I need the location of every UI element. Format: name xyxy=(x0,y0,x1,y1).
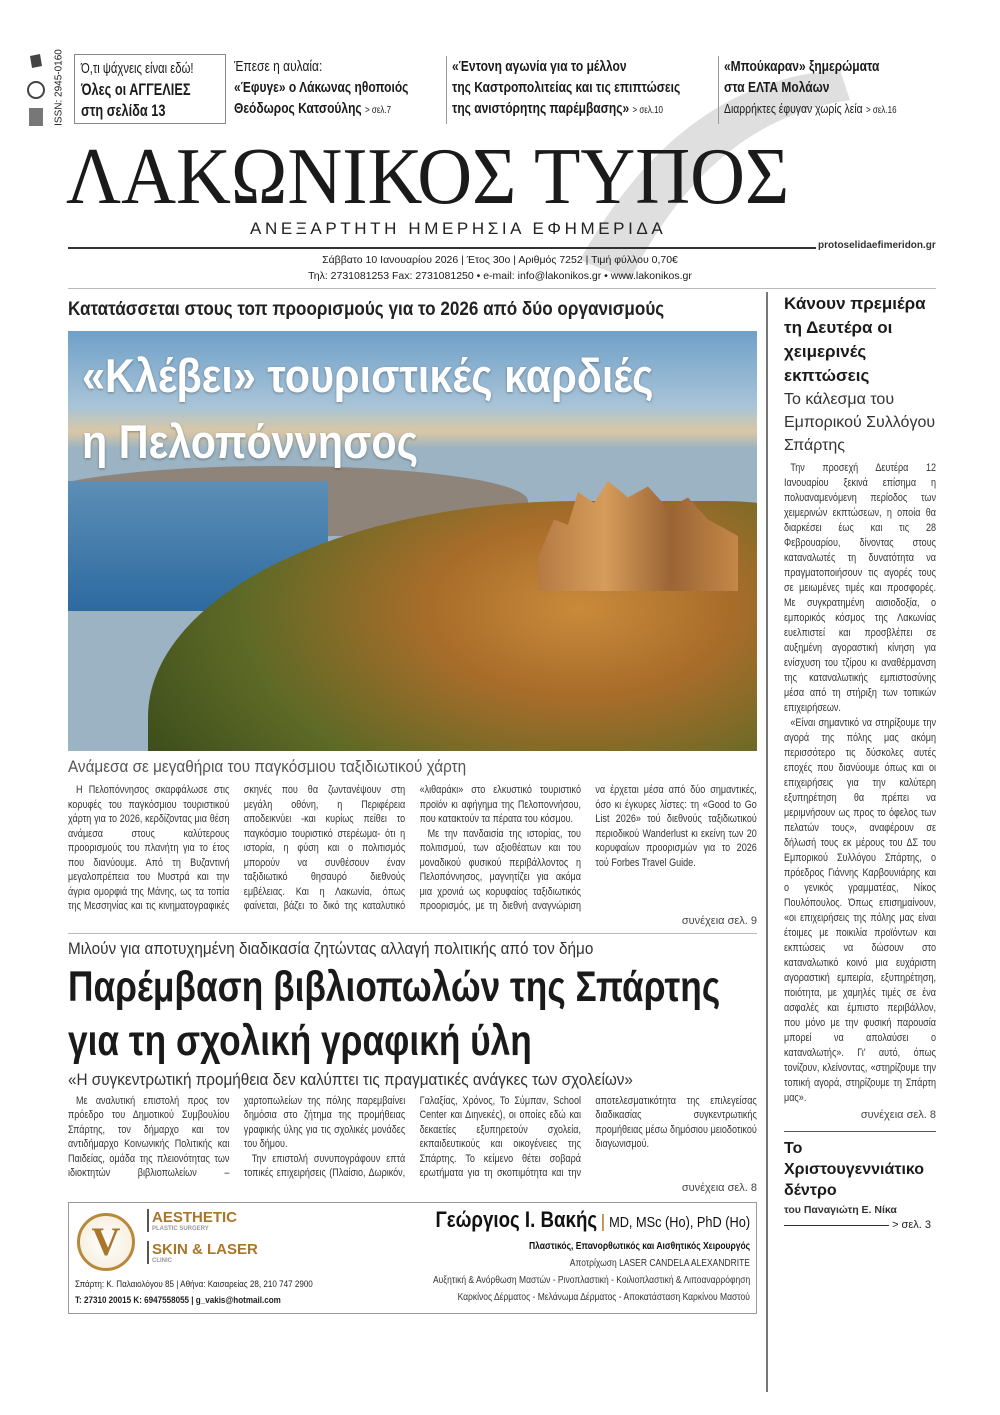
classifieds-box[interactable] xyxy=(74,54,226,124)
continued-link[interactable]: συνέχεια σελ. 8 xyxy=(681,1181,757,1194)
lead-kicker: Κατατάσσεται στους τοπ προορισμούς για το 2026 από δύο οργανισμούς xyxy=(68,299,665,320)
classifieds-line: Ό,τι ψάχνεις είναι εδώ! xyxy=(81,60,194,77)
teaser-title: στα ΕΛΤΑ Μολάων xyxy=(724,79,830,96)
issue-info xyxy=(260,252,740,284)
divider xyxy=(718,56,719,124)
clinic-address: Σπάρτη: Κ. Παλαιολόγου 85 | Αθήνα: Καισαρείας 28, 210 747 2900 xyxy=(75,1278,313,1290)
teaser-title: «Μπούκαραν» ξημερώματα xyxy=(724,58,880,75)
lead-body xyxy=(68,783,757,914)
source-site: protoselidaefimeridon.gr xyxy=(818,240,936,251)
continued-link[interactable]: συνέχεια σελ. 9 xyxy=(681,914,757,927)
classifieds-page: στη σελίδα 13 xyxy=(81,101,166,120)
masthead-motto: ΑΝΕΞΑΡΤΗΤΗ ΗΜΕΡΗΣΙΑ ΕΦΗΜΕΡΙΔΑ xyxy=(250,219,667,238)
page-ref: > σελ.10 xyxy=(632,105,663,116)
divider xyxy=(784,1131,936,1132)
clinic-phones: Τ: 27310 20015 Κ: 6947558055 | g_vakis@hotmail.com xyxy=(75,1294,281,1306)
service-line: Καρκίνος Δέρματος - Μελάνωμα Δέρματος - Αποκατάσταση Καρκίνου Μαστού xyxy=(457,1291,750,1303)
divider xyxy=(446,56,447,124)
brand-sub: CLINIC xyxy=(152,1257,172,1264)
paragraph: «Είναι σημαντικό να στηρίξουμε την αγορά της πόλης μας ακόμη περισσότερο τις δύσκολες αυτές εποχές που διανύουμε όπως και οι επιχειρήσεις για την καλύτερη εξυπηρέτηση θα πρέπει να μεριμνήσουν ως προς το όφελος των πελατών τους», αναφέρουν σε δήλωσή τους εκ μέρους του ΔΣ του Εμπορικού Συλλόγου Σπάρτης, ο πρόεδρος Γιάννης Καρβουνιάρης και ο γενικός γραμματέας, Νίκος Πουλόπουλος. Όπως επισημαίνουν, «οι επιχειρήσεις της πόλης μας είναι έτοιμες με ποικιλία προϊόντων και εκπτώσεις να δώσουν στο καταναλωτικό κοινό μια ευχάριστη αγοραστική εμπειρία, εξυπηρέτηση, ποιότητα, με χαμηλές τιμές σε ένα ασφαλές και έμπιστο περιβάλλον, που μόνο με την φυσική παρουσία μπορεί να απολαύσει ο καταναλωτής». Γι' αυτό, όπως τονίζουν, κλείνοντας, «στηρίζουμε την τοπική αγορά, στηρίζουμε τη Σπάρτη μας». xyxy=(784,717,936,1104)
side-subhead: Το κάλεσμα του Εμπορικού Συλλόγου Σπάρτης xyxy=(784,391,936,454)
contact-line: Τηλ: 2731081253 Fax: 2731081250 • e-mail: info@lakonikos.gr • www.lakonikos.gr xyxy=(308,270,692,282)
classifieds-title: Όλες οι ΑΓΓΕΛΙΕΣ xyxy=(81,80,191,99)
brand-sub: PLASTIC SURGERY xyxy=(152,1225,209,1232)
headline-line: Παρέμβαση βιβλιοπωλών της Σπάρτης xyxy=(68,962,721,1011)
side-body xyxy=(784,461,936,1106)
paragraph: Η Πελοπόννησος σκαρφάλωσε στις κορυφές του παγκόσμιου τουριστικού χάρτη για το 2026, κερδίζοντας μια θέση ανάμεσα στους καλύτερους προορισμούς του πλανήτη για το έτος που διανύουμε. Από τη Βυζαντινή μεγαλοπρέπεια του Μυστρά και την άγρια ομορφιά της Μάνης, ως τα τοπία της Μεσσηνίας και τις κινηματογραφικές σκηνές που θα ζωντανέψουν στη μεγάλη οθόνη, η Περιφέρεια αποδεικνύει -και κυρίως πείθει το παγκόσμιο τουριστικό στερέωμα- ότι η ιστορία, η φύση και ο πολιτισμός μπορούν να συνθέσουν έναν ταξιδιωτικό θησαυρό διεθνούς εμβέλειας. Και η Λακωνία, όπως φαίνεται, βάζει το δικό της καταλυτικό «λιθαράκι» στο ελκυστικό τουριστικό προϊόν κι αφήγημα της Πελοποννήσου, που κατακτούν τα πέρατα του κόσμου. xyxy=(68,784,581,912)
doctor-name: Γεώργιος Ι. Βακής xyxy=(435,1206,598,1232)
second-body xyxy=(68,1094,757,1181)
continued-link[interactable]: συνέχεια σελ. 8 xyxy=(860,1109,936,1121)
elta-postage-icon xyxy=(26,52,46,130)
doctor-degrees: MD, MSc (Ho), PhD (Ho) xyxy=(602,1214,750,1231)
elta-logo xyxy=(26,52,46,130)
paragraph: Με αναλυτική επιστολή προς τον πρόεδρο του Δημοτικού Συμβουλίου Σπάρτης, τον δήμαρχο και τον αντιδήμαρχο Κοινωνικής Πολιτικής και Παιδείας, ομάδα της πλειονότητας των ιδιοκτητών βιβλιοπωλείων – χαρτοπωλείων της πόλης παρεμβαίνει δημόσια στο ζήτημα της προμήθειας γραφικής ύλης για τις σχολικές μονάδες του δήμου. xyxy=(68,1094,406,1179)
doctor-specialty: Πλαστικός, Επανορθωτικός και Αισθητικός Χειρουργός xyxy=(528,1240,750,1252)
column-rule xyxy=(766,292,768,1392)
side-article xyxy=(770,292,936,1233)
clinic-logo: V xyxy=(77,1213,135,1271)
paragraph: Την προσεχή Δευτέρα 12 Ιανουαρίου ξεκινά επίσημα η πολυαναμενόμενη περίοδος των χειμερινών εκπτώσεων, η οποία θα διαρκέσει έως και τις 28 Φεβρουαρίου, δίνοντας στους καταναλωτές τη δυνατότητα να πραγματοποιήσουν τις αγορές τους σε μειωμένες τιμές και προσφορές. Με συγκρατημένη αισιοδοξία, ο εμπορικός κόσμος της Λακωνίας ευελπιστεί και προσβλέπει σε αυξημένη αγοραστική κίνηση για ενίσχυση του τζίρου κι αναθέρμανση της καταναλωτικής εμπιστοσύνης μέσα από τη στήριξη των τοπικών επιχειρήσεων. xyxy=(784,462,936,714)
teaser-katsoulis[interactable] xyxy=(234,56,444,121)
divider xyxy=(68,288,936,289)
page-ref-line xyxy=(784,1218,936,1233)
lead-photo xyxy=(68,331,757,751)
doctor-name-line xyxy=(435,1207,750,1233)
main-column xyxy=(68,295,757,1314)
teaser-title: της Καστροπολιτείας και τις επιπτώσεις xyxy=(452,79,681,96)
teaser-title: της ανιστόρητης παρέμβασης» xyxy=(452,100,630,117)
masthead-title: ΛΑΚΩΝΙΚΟΣ ΤΥΠΟΣ xyxy=(66,133,790,221)
photo-caption: Ανάμεσα σε μεγαθήρια του παγκόσμιου ταξιδιωτικού χάρτη xyxy=(68,757,467,776)
lead-headline[interactable] xyxy=(82,343,731,475)
clinic-advertisement[interactable] xyxy=(68,1202,757,1314)
divider xyxy=(68,247,816,249)
issn: ISSN: 2945-0160 xyxy=(53,49,65,126)
teaser-sub: Διαρρήκτες έφυγαν χωρίς λεία xyxy=(724,101,863,116)
second-headline[interactable] xyxy=(68,960,757,1068)
page-ref: > σελ. 3 xyxy=(892,1219,931,1231)
side-headline[interactable]: Κάνουν πρεμιέρα τη Δευτέρα οι χειμερινές εκπτώσεις xyxy=(784,294,926,385)
teaser-title: «Έντονη αγωνία για το μέλλον xyxy=(452,58,627,75)
headline-line: η Πελοπόννησος xyxy=(82,415,419,468)
paragraph: Με την πανδαισία της ιστορίας, του πολιτισμού, των αξιοθέατων και του μοναδικού φυσικού περιβάλλοντος η Πελοπόννησος, μαγνητίζει για ακόμα μια χρονιά ως κορυφαίος ταξιδιωτικός προορισμός, με τη διεθνή αναγνώριση να έρχεται μέσα από δύο σημαντικές, όσο κι έγκυρες λίστες: τη «Good to Go List 2026» τού διεθνούς ταξιδιωτικού περιοδικού Wanderlust κι εκείνη των 20 κορυφαίων προορισμών για το 2026 τού Forbes Travel Guide. xyxy=(419,784,757,912)
headline-line: «Κλέβει» τουριστικές καρδιές xyxy=(82,349,654,402)
divider xyxy=(68,933,757,934)
column-title: Το Χριστουγεννιάτικο δέντρο xyxy=(784,1140,925,1199)
teaser-elta[interactable] xyxy=(724,56,954,121)
brand-aesthetic xyxy=(147,1209,237,1232)
column-teaser[interactable] xyxy=(784,1138,936,1233)
brand-text: SKIN & LASER xyxy=(152,1240,258,1258)
service-line: Αποτρίχωση LASER CANDELA ALEXANDRITE xyxy=(569,1257,750,1269)
column-author: του Παναγιώτη Ε. Νίκα xyxy=(784,1204,897,1216)
page-ref: > σελ.7 xyxy=(365,105,392,116)
second-kicker: Μιλούν για αποτυχημένη διαδικασία ζητώντας αλλαγή πολιτικής από τον δήμο xyxy=(68,938,594,958)
second-subhead: «Η συγκεντρωτική προμήθεια δεν καλύπτει τις πραγματικές ανάγκες των σχολείων» xyxy=(68,1069,633,1089)
service-line: Αυξητική & Ανόρθωση Μαστών - Ρινοπλαστική - Κοιλιοπλαστική & Λιποαναρρόφηση xyxy=(432,1274,750,1286)
paragraph: Την επιστολή συνυπογράφουν επτά τοπικές επιχειρήσεις (Πλαίσιο, Δωρικόν, Γαλαξίας, Χρόνος, Το Σύμπαν, School Center και Διηνεκές), οι οποίες εδώ και δεκαετίες εξυπηρετούν σχολεία, εκπαιδευτικούς και οικογένειες της Σπάρτης. Το κείμενο θέτει σοβαρά ερωτήματα για τη σκοπιμότητα και την αποτελεσματικότητα της επιλεγείσας διαδικασίας συγκεντρωτικής προμήθειας μέσω δημόσιου μειοδοτικού διαγωνισμού. xyxy=(243,1094,757,1179)
brand-text: AESTHETIC xyxy=(152,1208,238,1226)
brand-skin-laser xyxy=(147,1241,258,1264)
teaser-kicker: Έπεσε η αυλαία: xyxy=(234,58,323,75)
page-ref: > σελ.16 xyxy=(866,105,897,116)
teaser-title: «Έφυγε» ο Λάκωνας ηθοποιός xyxy=(234,79,409,96)
teaser-kastropoliteia[interactable] xyxy=(452,56,714,121)
teaser-title: Θεόδωρος Κατσούλης xyxy=(234,100,362,117)
headline-line: για τη σχολική γραφική ύλη xyxy=(68,1016,532,1065)
issue-date-line: Σάββατο 10 Ιανουαρίου 2026 | Έτος 30ο | Αριθμός 7252 | Τιμή φύλλου 0,70€ xyxy=(322,254,678,266)
